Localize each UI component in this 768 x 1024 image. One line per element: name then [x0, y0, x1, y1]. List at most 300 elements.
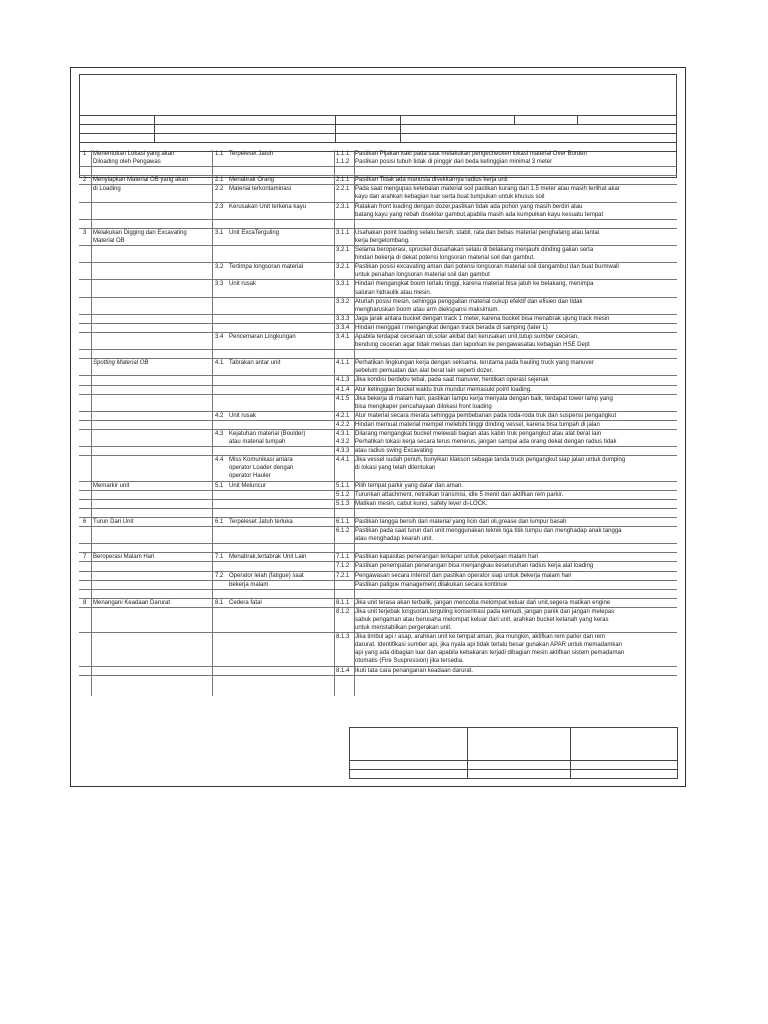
- hazard-text: Unit rusak: [229, 281, 257, 288]
- control-text: bisa mengkaper pencahayaan dilokasi front loading: [355, 403, 492, 410]
- control-text: Usahakan point loading selalu bersih, stabil, rata dan bebas material penghalang atau lantai: [355, 229, 600, 236]
- job-step: [93, 472, 209, 480]
- control-number: 3.2.1: [336, 264, 350, 271]
- table-row: [79, 298, 677, 306]
- job-step: [93, 581, 209, 589]
- hazard-text: [229, 633, 333, 641]
- control-text: Hindari mengangkat boom terlalu tinggi, karena material bisa jatuh ke belakang, menimpa: [355, 281, 594, 288]
- job-step: [93, 341, 209, 349]
- table-row: [79, 562, 677, 571]
- control-number: 4.4.1: [336, 457, 350, 464]
- table-row: [79, 395, 677, 403]
- hazard-number: 4.3: [215, 431, 224, 437]
- control-number: 4.2.1: [336, 412, 350, 419]
- hazard-text: [229, 167, 333, 175]
- table-row: [79, 211, 677, 220]
- control-number: 4.1.5: [336, 395, 350, 402]
- control-text: Pastikan posisi excavating aman dari potensi longsoran material soil dangambut dan buat burmwall: [355, 264, 619, 271]
- table-row: [79, 412, 677, 421]
- hazard-table: [79, 150, 677, 676]
- hazard-number: 2.2: [215, 186, 224, 193]
- hazard-number: [215, 667, 229, 675]
- hazard-text: Terpeleset Jatuh: [229, 151, 274, 157]
- hazard-text: [229, 447, 333, 455]
- table-row: [79, 271, 677, 280]
- hazard-text: bekerja malam: [229, 581, 269, 588]
- control-number: [336, 544, 354, 552]
- hazard-text: [229, 193, 333, 201]
- control-number: 8.1.1: [336, 599, 350, 606]
- hazard-text: [229, 341, 333, 349]
- hazard-number: [215, 386, 229, 394]
- hazard-number: 3.2: [215, 264, 224, 271]
- column-divider: [91, 150, 92, 696]
- control-text: Atur ketinggian bucket waktu truk mundur memasuki point loading.: [355, 386, 532, 393]
- job-step: [93, 263, 209, 271]
- hazard-text: Unit Meluncur: [229, 482, 267, 489]
- hazard-number: [215, 220, 229, 228]
- control-text: Turunkan attachment, netralkan transmisi, idle 5 menit dan aktifkan rem parkir.: [355, 491, 564, 498]
- control-text: [355, 350, 677, 358]
- hazard-text: Menabrak,tertabrak Unit Lain: [229, 554, 307, 561]
- control-text: Pilih tempat parkir yang datar dan aman.: [355, 482, 464, 489]
- control-text: Pastikan tangga bersih dari material yang licin dari oli,grease dan lumpur basah: [355, 518, 567, 525]
- job-step: Diloading oleh Pengawas: [93, 159, 161, 166]
- job-step: Turun Dari Unit: [93, 518, 134, 525]
- control-number: [336, 193, 354, 201]
- job-step: [93, 421, 209, 429]
- table-row: [79, 581, 677, 590]
- hazard-text: Unit rusak: [229, 412, 257, 419]
- control-number: [336, 509, 354, 517]
- control-number: 7.1.2: [336, 563, 350, 570]
- job-step: [93, 324, 209, 332]
- hazard-text: Unit ExcaTerguling: [229, 229, 280, 236]
- job-step: Melakukan Digging dan Excavating: [93, 229, 187, 236]
- hazard-number: [215, 527, 229, 535]
- hazard-text: [229, 158, 333, 166]
- control-number: [336, 624, 354, 632]
- table-row: [79, 456, 677, 464]
- control-text: Jika unit terasa akan terbalik, jangan mencoba melompat keluar dari unit,segera matikan engine: [355, 599, 611, 606]
- hazard-number: [215, 509, 229, 517]
- job-step: [93, 280, 209, 288]
- control-number: 5.1.2: [336, 491, 350, 498]
- control-text: Selama beroperasi, sprocket diusahakan selalu di belakang menjauhi dinding galian serta: [355, 247, 594, 254]
- jsa-form-frame: [70, 67, 686, 787]
- job-step: [93, 367, 209, 375]
- table-row: [79, 185, 677, 193]
- hazard-number: [215, 271, 229, 279]
- table-row: [79, 376, 677, 385]
- control-text: Jaga jarak antara bucket dengan track 1 meter, karena bucket bisa menabrak ujung track mesin: [355, 315, 610, 322]
- job-step: [93, 403, 209, 411]
- job-step: [93, 254, 209, 262]
- control-number: 3.3.4: [336, 324, 350, 331]
- signature-block: [349, 727, 678, 779]
- job-step: [93, 562, 209, 570]
- hazard-number: 5.1: [215, 482, 224, 489]
- signature-col-line: [467, 728, 468, 778]
- signature-row-line: [350, 760, 677, 761]
- control-text: Jika unit terjebak longsoran,terguling konsentrasi pada kemudi, jangan panik dan jangan melepas: [355, 608, 615, 615]
- control-number: [336, 341, 354, 349]
- hazard-number: 8.1: [215, 599, 224, 606]
- hazard-number: [215, 544, 229, 552]
- hazard-number: 3.4: [215, 333, 224, 340]
- hazard-text: Pencemaran Lingkungan: [229, 333, 296, 340]
- hazard-text: [229, 254, 333, 262]
- table-row: [79, 527, 677, 535]
- table-row: [79, 289, 677, 298]
- job-step: [93, 649, 209, 657]
- control-text: hindari bekerja di dekat potensi longsoran material soil dan gambut.: [355, 255, 535, 262]
- control-text: Ikuti tata cara penanganan keadaan darurat.: [355, 667, 474, 674]
- table-row: [79, 341, 677, 350]
- table-row: [79, 403, 677, 412]
- hazard-text: [229, 500, 333, 508]
- control-text: Atur material secara merata sehingga pembebanan pada roda-roda truk dan suspensi pengangkut: [355, 412, 617, 419]
- hazard-number: [215, 624, 229, 632]
- job-step: [93, 412, 209, 420]
- hazard-text: [229, 386, 333, 394]
- hazard-number: [215, 472, 229, 480]
- step-number: 3: [83, 229, 87, 236]
- hazard-number: 7.1: [215, 554, 224, 561]
- job-step: [93, 167, 209, 175]
- job-step: Beroperasi Malam Hari: [93, 554, 155, 561]
- control-number: 4.2.2: [336, 421, 350, 428]
- table-row: [79, 667, 677, 676]
- table-row: [79, 315, 677, 324]
- table-row: [79, 447, 677, 456]
- hazard-text: [229, 324, 333, 332]
- job-step: [93, 350, 209, 358]
- column-divider: [354, 150, 355, 696]
- control-number: [336, 535, 354, 543]
- hazard-number: [215, 158, 229, 166]
- table-row: [79, 572, 677, 581]
- hazard-text: Operator lelah (fatigue) saat: [229, 572, 304, 579]
- control-text: Perhatikan lingkungan kerja dengan seksama, terutama pada hauling truck yang manuver: [355, 360, 594, 367]
- hazard-number: [215, 395, 229, 403]
- hazard-number: [215, 438, 229, 446]
- job-step: [93, 641, 209, 649]
- table-row: [79, 158, 677, 167]
- hazard-text: [229, 376, 333, 384]
- control-number: 2.1.1: [336, 177, 350, 184]
- control-number: [336, 350, 354, 358]
- control-text: sabuk pengaman atau berusaha melompat keluar dari unit, arahkan bucket ketanah yang keras: [355, 616, 609, 623]
- control-text: Dilarang mengangkat bucket melewati bagian atas kabin truk pengangkut atau alat berat lain: [355, 431, 602, 437]
- control-number: [336, 254, 354, 262]
- hazard-text: Tabrakan antar unit: [229, 360, 281, 367]
- hazard-text: operator Loader dengan: [229, 465, 294, 472]
- hazard-number: 4.2: [215, 412, 224, 419]
- table-row: [79, 633, 677, 641]
- control-number: [336, 271, 354, 279]
- table-row: [79, 421, 677, 430]
- control-text: Jika timbul api / asap, arahkan unit ke tempat aman, jika mungkin, aktifkan rem parkir dan rem: [355, 634, 606, 641]
- job-step: [93, 211, 209, 219]
- control-number: 4.1.1: [336, 360, 350, 367]
- table-row: [79, 386, 677, 395]
- control-number: [336, 590, 354, 598]
- hazard-number: [215, 324, 229, 332]
- hazard-text: [229, 315, 333, 323]
- table-row: [79, 509, 677, 518]
- hazard-number: [215, 289, 229, 297]
- step-number: 7: [83, 554, 87, 561]
- table-row: [79, 193, 677, 202]
- hazard-number: 2.3: [215, 203, 224, 210]
- control-text: atau radius swing Excavating: [355, 448, 433, 455]
- table-row: [79, 359, 677, 367]
- control-number: 6.1.2: [336, 528, 350, 535]
- control-number: [336, 649, 354, 657]
- hazard-text: [229, 608, 333, 616]
- job-step: Memarkir unit: [93, 482, 130, 489]
- hazard-text: [229, 306, 333, 314]
- hazard-text: [229, 657, 333, 665]
- control-number: 4.3.3: [336, 448, 350, 455]
- control-text: Pastikan Tidak ada manusia disekitarnya radius kerja unit: [355, 177, 508, 184]
- job-step: [93, 386, 209, 394]
- hazard-number: [215, 633, 229, 641]
- control-number: [336, 167, 354, 175]
- hazard-number: [215, 616, 229, 624]
- hazard-number: [215, 315, 229, 323]
- table-row: [79, 608, 677, 616]
- control-number: [336, 367, 354, 375]
- table-row: [79, 254, 677, 263]
- job-step: [93, 500, 209, 508]
- hazard-number: 3.3: [215, 281, 224, 288]
- hazard-text: [229, 624, 333, 632]
- table-row: [79, 553, 677, 562]
- table-row: [79, 430, 677, 438]
- hazard-number: 4.1: [215, 360, 224, 367]
- job-step: [93, 657, 209, 665]
- job-step: [93, 447, 209, 455]
- table-row: [79, 150, 677, 158]
- hazard-text: [229, 298, 333, 306]
- hazard-number: [215, 421, 229, 429]
- table-row: [79, 657, 677, 666]
- control-number: 3.3.2: [336, 298, 350, 305]
- job-step: [93, 624, 209, 632]
- table-row: [79, 333, 677, 341]
- control-text: atau menghadap kearah unit.: [355, 536, 434, 543]
- hazard-text: [229, 667, 333, 675]
- control-text: Pastikan patigue management dilakukan secara kontinue: [355, 581, 508, 588]
- control-text: Pada saat mengupas ketebalan material soil pastikan kurang dari 1.5 meter atau masih terlihat akar: [355, 186, 620, 193]
- hazard-text: [229, 641, 333, 649]
- table-row: [79, 649, 677, 657]
- hazard-text: Terpeleset Jatuh terluka: [229, 518, 293, 525]
- control-text: Apabila terdapat ceceraan oli,solar akibat dari kerusakan unit,tutup sumber ceceran,: [355, 333, 579, 340]
- job-step: [93, 590, 209, 598]
- hazard-text: atau material tumpah: [229, 439, 286, 446]
- hazard-number: [215, 403, 229, 411]
- hazard-text: [229, 246, 333, 254]
- control-number: [336, 220, 354, 228]
- job-step: [93, 430, 209, 438]
- hazard-text: Kerusakan Unit terkena kayu: [229, 203, 307, 210]
- control-text: Aturlah posisi mesin, sehingga penggalian material cukup efektif dan efisien dan tidak: [355, 298, 583, 305]
- table-row: [79, 306, 677, 315]
- control-number: [336, 403, 354, 411]
- header-col-line: [577, 115, 578, 124]
- job-step: [93, 544, 209, 552]
- control-text: saluran hidraulik atau mesin.: [355, 289, 432, 296]
- control-number: 2.3.1: [336, 203, 350, 210]
- control-text: darurat. Identifikasi sumber api, jika nyala api tidak terlalu besar gunakan APAR untuk memadamkan: [355, 642, 623, 649]
- control-number: 7.1.1: [336, 554, 350, 561]
- control-text: otomatis (Fire Suspression) jika tersedia.: [355, 658, 464, 665]
- hazard-text: Cedera fatal: [229, 599, 262, 606]
- header-col-line: [400, 115, 401, 142]
- control-number: [336, 616, 354, 624]
- job-step: [93, 667, 209, 675]
- control-number: 1.1.1: [336, 151, 350, 157]
- job-step: [93, 616, 209, 624]
- hazard-number: [215, 641, 229, 649]
- hazard-text: [229, 535, 333, 543]
- hazard-text: [229, 211, 333, 219]
- control-number: [336, 581, 354, 589]
- hazard-number: [215, 367, 229, 375]
- hazard-text: [229, 237, 333, 245]
- hazard-number: [215, 581, 229, 589]
- hazard-number: [215, 562, 229, 570]
- control-text: Pengawasan secara intensif dan pastikan operator siap untuk bekerja malam hari: [355, 572, 572, 579]
- header-divider: [80, 115, 676, 116]
- job-step: [93, 315, 209, 323]
- job-step: [93, 220, 209, 228]
- control-text: mengharuskan boom atau arm diekspansi maksimum.: [355, 306, 500, 313]
- control-text: [355, 590, 677, 598]
- control-text: untuk menstabilkan pergerakan unit.: [355, 625, 452, 632]
- hazard-number: [215, 535, 229, 543]
- table-row: [79, 472, 677, 481]
- header-divider: [80, 142, 676, 143]
- hazard-text: Kejatuhan material (Boulder): [229, 431, 306, 437]
- job-step: [93, 527, 209, 535]
- step-number: 6: [83, 518, 87, 525]
- job-step: [93, 193, 209, 201]
- header-divider: [80, 124, 676, 125]
- hazard-text: [229, 367, 333, 375]
- hazard-text: [229, 421, 333, 429]
- control-text: Pastikan posisi tubuh tidak di pinggir dari beda ketinggian minimal 3 meter: [355, 159, 553, 166]
- job-step: [93, 633, 209, 641]
- job-step: Material OB: [93, 237, 125, 244]
- signature-row-line: [350, 769, 677, 770]
- job-step: [93, 464, 209, 472]
- job-step: [93, 456, 209, 464]
- table-row: [79, 616, 677, 624]
- control-number: 6.1.1: [336, 518, 350, 525]
- control-number: 8.1.2: [336, 608, 350, 615]
- job-step: di Loading: [93, 186, 121, 193]
- control-text: Pastikan kapasitas penerangan terkaper untuk pekerjaan malam hari: [355, 554, 539, 561]
- hazard-number: [215, 447, 229, 455]
- control-text: Pastikan penempatan penerangan bisa menjangkau keseluruhan radius kerja alat loading: [355, 563, 594, 570]
- table-row: [79, 491, 677, 500]
- control-text: sebelum pemuatan dan alat berat lain seperti dozer.: [355, 368, 494, 375]
- control-number: 3.4.1: [336, 333, 350, 340]
- table-row: [79, 624, 677, 633]
- control-number: 8.1.3: [336, 634, 350, 641]
- control-number: [336, 306, 354, 314]
- job-step: [93, 289, 209, 297]
- control-number: 2.2.1: [336, 186, 350, 193]
- hazard-number: 3.1: [215, 229, 224, 236]
- control-text: Pastikan Pijakan kaki pada saat melakukan pengechecken lokasi material Over Borden: [355, 151, 587, 157]
- hazard-text: [229, 220, 333, 228]
- hazard-text: [229, 403, 333, 411]
- hazard-text: [229, 562, 333, 570]
- control-text: [355, 544, 677, 552]
- job-step: [93, 298, 209, 306]
- hazard-text: [229, 289, 333, 297]
- job-step: [93, 438, 209, 446]
- control-number: 4.1.4: [336, 386, 350, 393]
- table-row: [79, 324, 677, 333]
- control-text: kerja bergelombang.: [355, 237, 410, 244]
- control-number: 1.1.2: [336, 159, 350, 166]
- control-text: [355, 509, 677, 517]
- table-row: [79, 464, 677, 472]
- control-text: di lokasi yang telah ditentukan: [355, 465, 436, 472]
- hazard-number: [215, 590, 229, 598]
- job-step: [93, 491, 209, 499]
- table-row: [79, 367, 677, 376]
- job-step: [93, 333, 209, 341]
- job-step: Menangani Keadaan Darurat: [93, 599, 171, 606]
- hazard-number: [215, 500, 229, 508]
- control-text: batang kayu yang rebah disekitar gambut,apabila masih ada kumpulkan kayu kesuatu tempat: [355, 211, 604, 218]
- table-row: [79, 167, 677, 176]
- hazard-number: [215, 246, 229, 254]
- job-step: [93, 306, 209, 314]
- table-row: [79, 220, 677, 229]
- hazard-number: [215, 464, 229, 472]
- hazard-text: Miss Komunikasi antara: [229, 457, 293, 464]
- header-col-line: [514, 115, 515, 124]
- table-row: [79, 263, 677, 271]
- control-text: [355, 220, 677, 228]
- control-text: api yang ada dibagian luar dan apabila kebakaran terjadi dibagian mesin aktifkan sistem pemadaman: [355, 650, 625, 657]
- job-step: [93, 203, 209, 211]
- control-number: 4.3.2: [336, 439, 350, 446]
- hazard-text: [229, 271, 333, 279]
- job-step: [93, 608, 209, 616]
- hazard-text: [229, 509, 333, 517]
- control-number: 7.2.1: [336, 572, 350, 579]
- control-text: [355, 167, 677, 175]
- control-number: [336, 237, 354, 245]
- control-number: [336, 211, 354, 219]
- job-step: [93, 395, 209, 403]
- job-step: [93, 271, 209, 279]
- hazard-number: [215, 608, 229, 616]
- control-number: 3.3.3: [336, 315, 350, 322]
- control-number: [336, 464, 354, 472]
- hazard-number: [215, 649, 229, 657]
- hazard-text: [229, 350, 333, 358]
